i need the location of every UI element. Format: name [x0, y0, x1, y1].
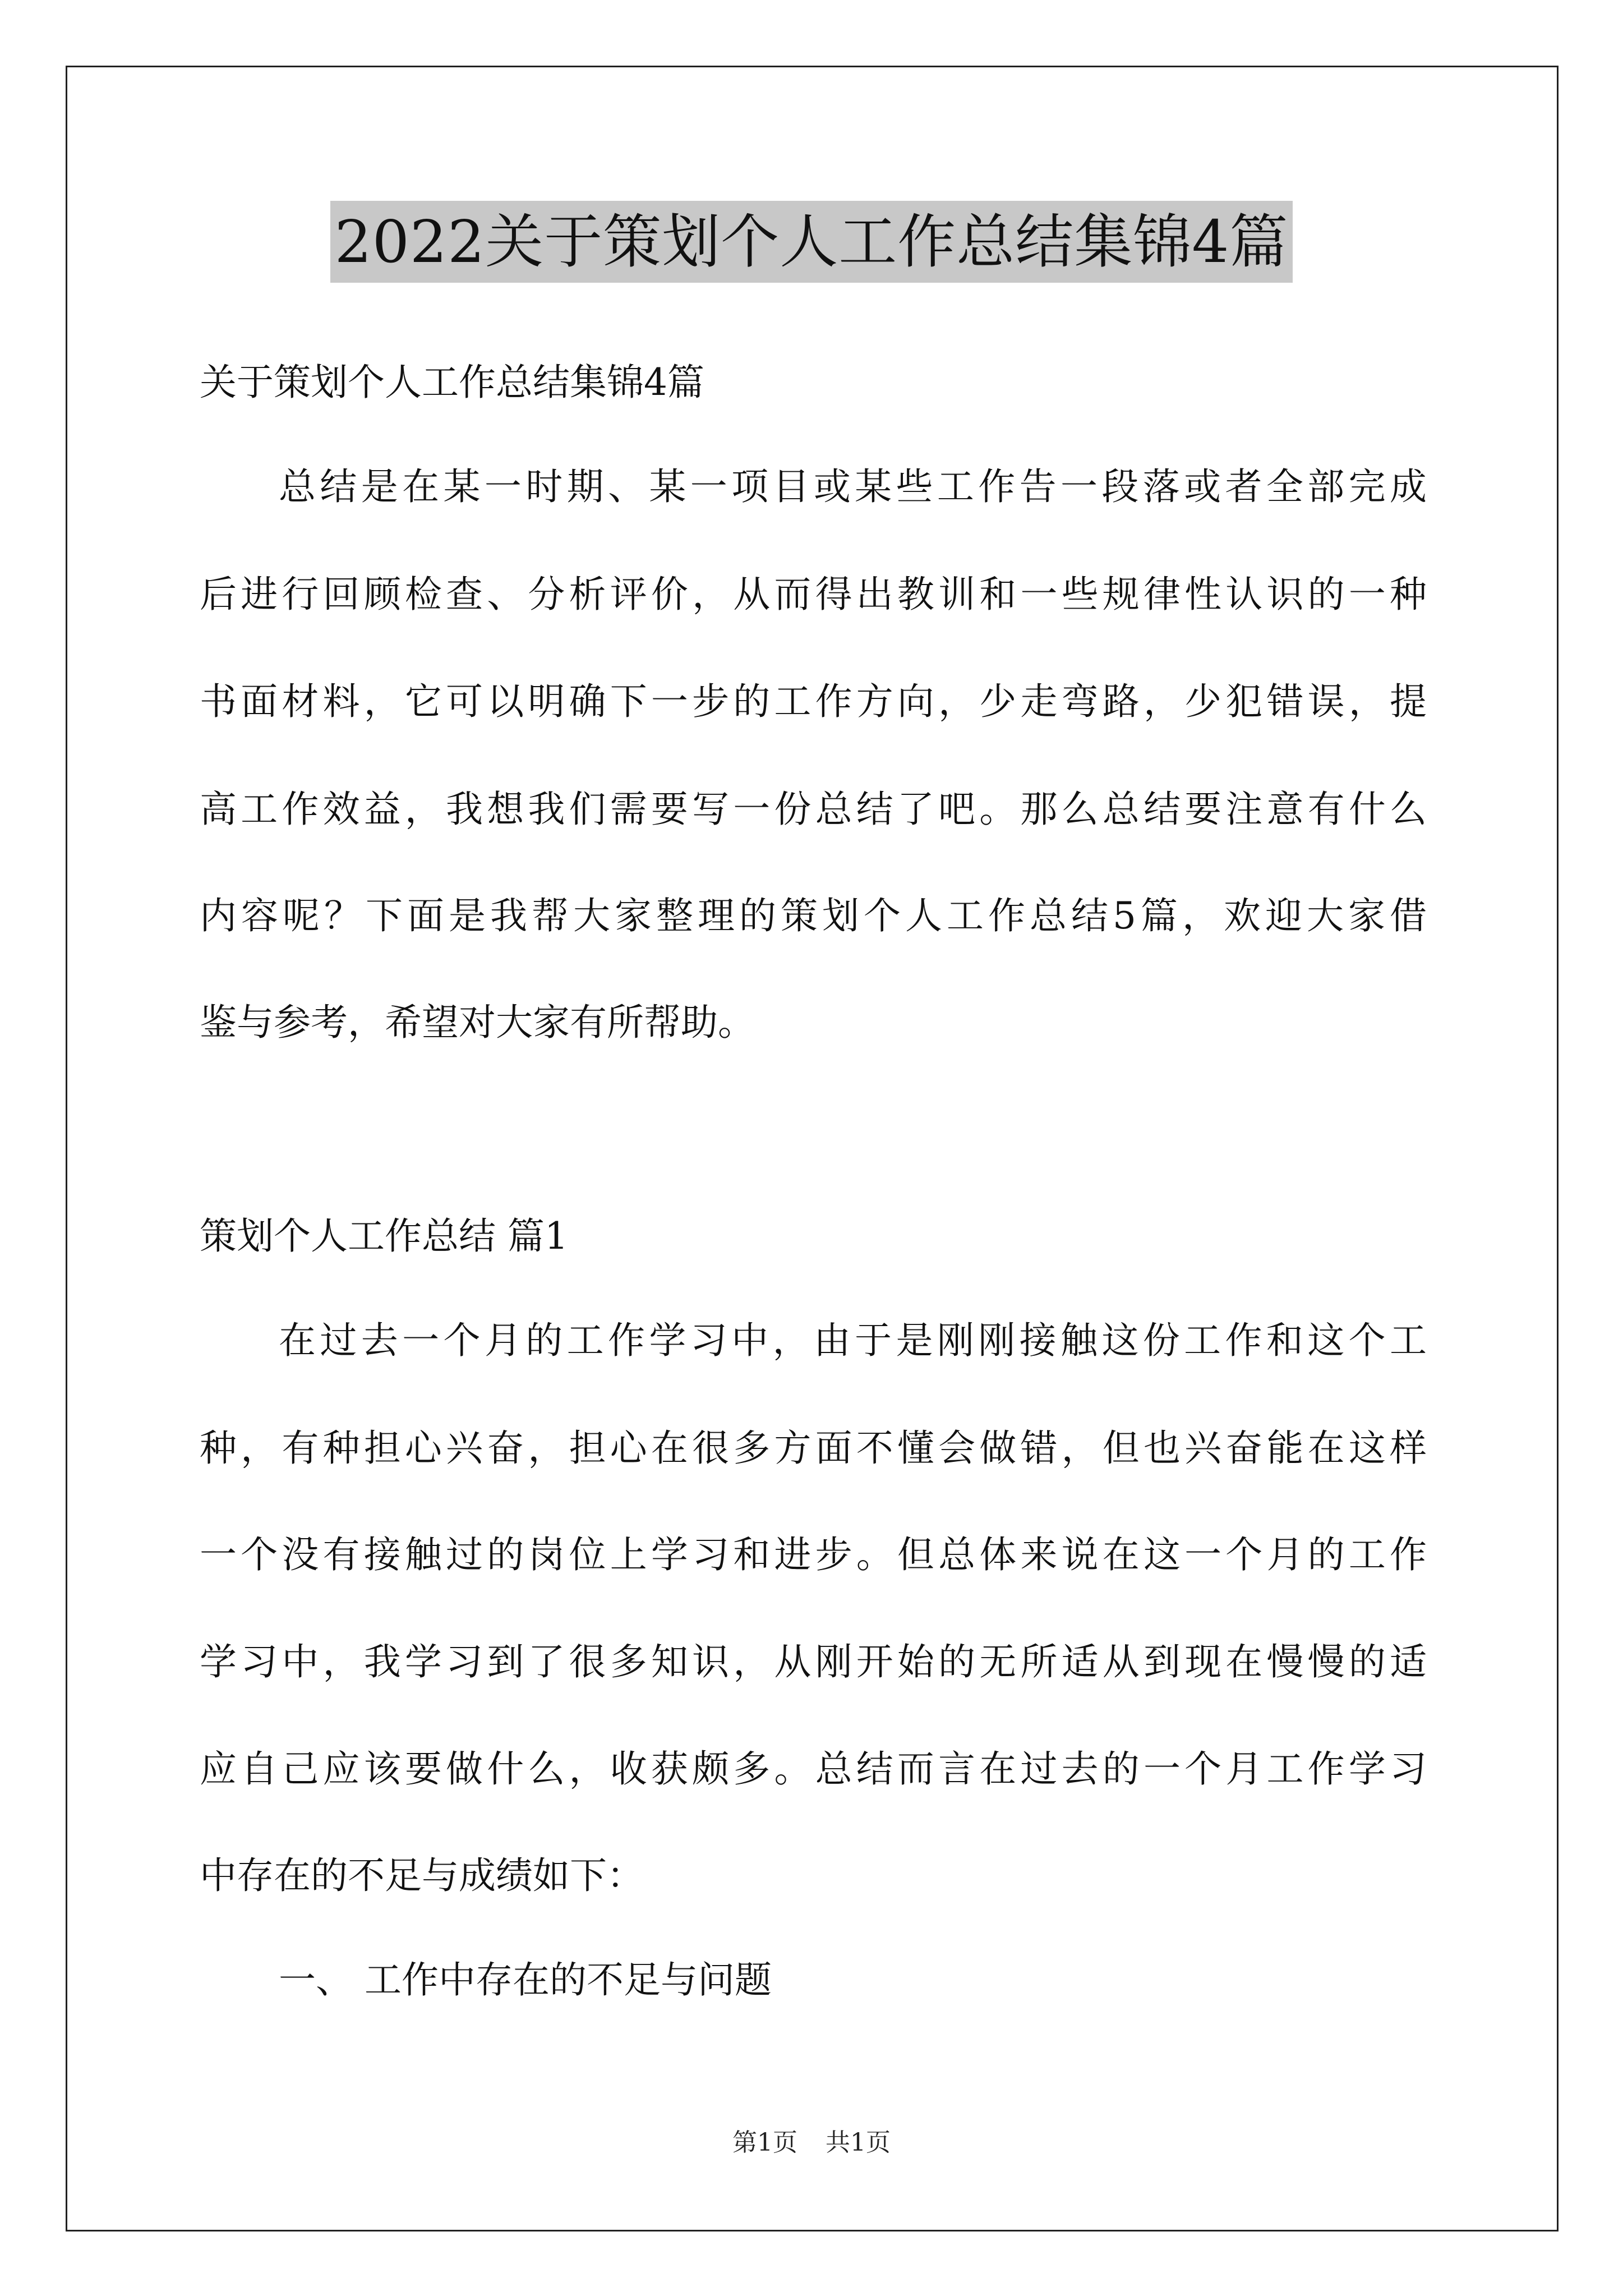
section-line-1: 在过去一个月的工作学习中，由于是刚刚接触这份工作和这个工 [279, 1319, 1427, 1362]
subheading: 一、 工作中存在的不足与问题 [279, 1958, 772, 2001]
document-title: 2022关于策划个人工作总结集锦4篇 [330, 201, 1293, 283]
section-line-3: 一个没有接触过的岗位上学习和进步。但总体来说在这一个月的工作 [200, 1533, 1427, 1576]
page-number-current: 第1页 [732, 2128, 797, 2157]
section-heading: 策划个人工作总结 篇1 [200, 1214, 568, 1258]
intro-line-3: 书面材料，它可以明确下一步的工作方向，少走弯路，少犯错误，提 [200, 680, 1427, 723]
section-line-4: 学习中，我学习到了很多知识，从刚开始的无所适从到现在慢慢的适 [200, 1640, 1427, 1683]
section-line-5: 应自己应该要做什么，收获颇多。总结而言在过去的一个月工作学习 [200, 1747, 1427, 1791]
intro-line-1: 总结是在某一时期、某一项目或某些工作告一段落或者全部完成 [279, 465, 1427, 508]
intro-line-6: 鉴与参考，希望对大家有所帮助。 [200, 1001, 755, 1044]
document-subtitle: 关于策划个人工作总结集锦4篇 [200, 361, 704, 404]
title-container [0, 201, 1623, 283]
section-line-2: 种，有种担心兴奋，担心在很多方面不懂会做错，但也兴奋能在这样 [200, 1427, 1427, 1470]
intro-line-5: 内容呢？下面是我帮大家整理的策划个人工作总结5篇，欢迎大家借 [200, 894, 1427, 937]
intro-line-4: 高工作效益，我想我们需要写一份总结了吧。那么总结要注意有什么 [200, 788, 1427, 831]
intro-line-2: 后进行回顾检查、分析评价，从而得出教训和一些规律性认识的一种 [200, 573, 1427, 616]
page-number-total: 共1页 [826, 2128, 891, 2157]
section-line-6: 中存在的不足与成绩如下： [200, 1854, 644, 1897]
page-footer [0, 2126, 1623, 2160]
